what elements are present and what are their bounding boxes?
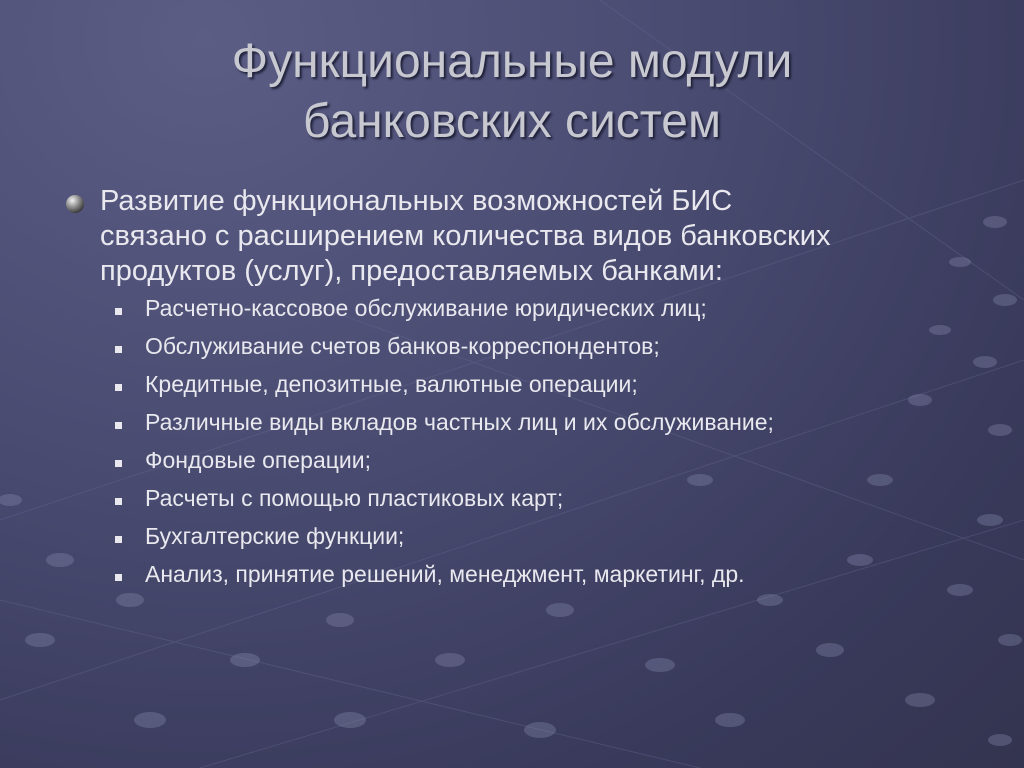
list-item-text: Расчетно-кассовое обслуживание юридических лиц; — [145, 295, 707, 321]
main-bullet-line-2: связано с расширением количества видов банковских — [100, 220, 831, 252]
square-bullet-icon — [115, 346, 122, 353]
list-item — [60, 332, 980, 370]
sphere-bullet-icon — [66, 195, 84, 213]
list-item-text: Кредитные, депозитные, валютные операции; — [145, 371, 638, 397]
square-bullet-icon — [115, 536, 122, 543]
list-item — [60, 522, 980, 560]
list-item-text: Расчеты с помощью пластиковых карт; — [145, 485, 564, 511]
list-item — [60, 408, 980, 446]
slide-content — [60, 184, 980, 598]
sub-bullet-list — [60, 294, 980, 598]
list-item-text: Анализ, принятие решений, менеджмент, маркетинг, др. — [145, 561, 745, 587]
title-line-1: Функциональные модули — [231, 35, 793, 88]
square-bullet-icon — [115, 498, 122, 505]
list-item — [60, 560, 980, 598]
square-bullet-icon — [115, 308, 122, 315]
list-item — [60, 446, 980, 484]
square-bullet-icon — [115, 422, 122, 429]
list-item-text: Различные виды вкладов частных лиц и их обслуживание; — [145, 409, 774, 435]
square-bullet-icon — [115, 460, 122, 467]
slide-title — [60, 32, 964, 152]
main-bullet-item — [60, 184, 980, 289]
square-bullet-icon — [115, 384, 122, 391]
main-bullet-line-1: Развитие функциональных возможностей БИС — [100, 185, 733, 217]
list-item — [60, 370, 980, 408]
square-bullet-icon — [115, 574, 122, 581]
main-bullet-text — [100, 184, 980, 289]
list-item-text: Бухгалтерские функции; — [145, 523, 405, 549]
list-item-text: Фондовые операции; — [145, 447, 372, 473]
title-line-2: банковских систем — [303, 95, 721, 148]
list-item-text: Обслуживание счетов банков-корреспондентов; — [145, 333, 660, 359]
list-item — [60, 484, 980, 522]
list-item — [60, 294, 980, 332]
main-bullet-line-3: продуктов (услуг), предоставляемых банками: — [100, 255, 723, 287]
